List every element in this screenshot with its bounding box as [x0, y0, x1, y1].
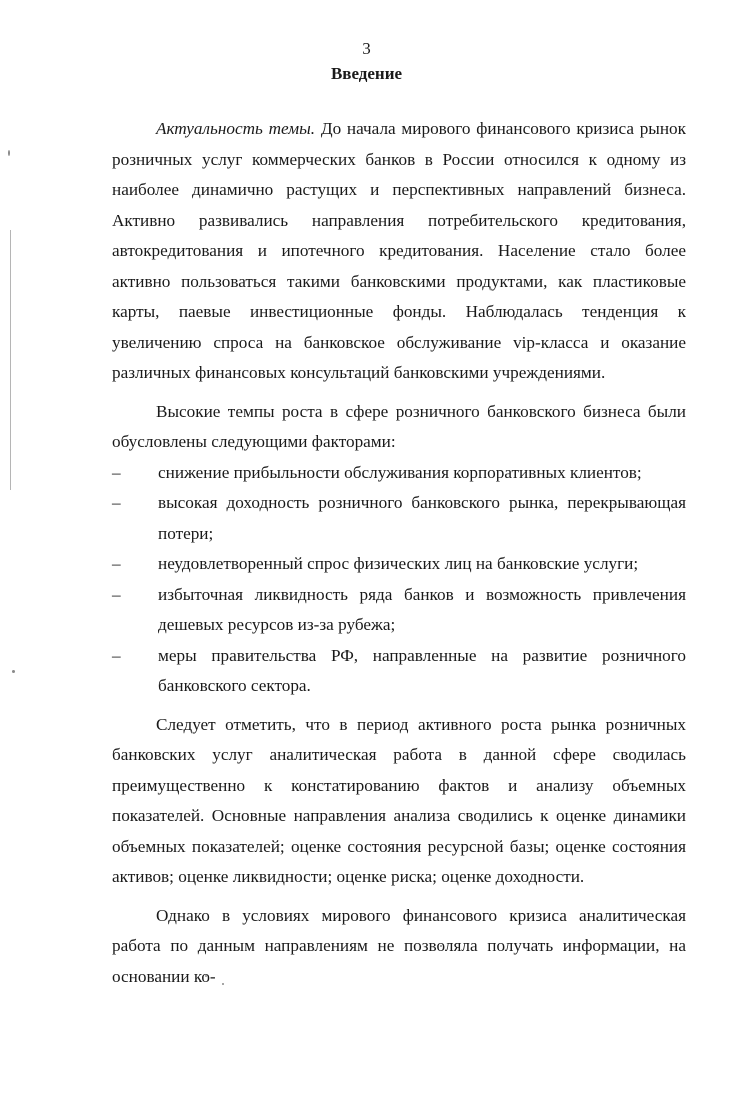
analysis-paragraph: Следует отметить, что в период активного роста рынка розничных банковских услуг аналитическая работа в данной сфере сводилась преимущественно к констатированию фактов и анализу объемных показателей. Основные направления анализа сводились к оценке динамики объемных показателей; оценке состояния ресурсной базы; оценке состояния активов; оценке ликвидности; оценке риска; оценке доходности. — [112, 714, 686, 886]
list-item — [112, 580, 686, 641]
bullet-dash: – — [112, 493, 121, 512]
bullet-dash: – — [112, 584, 121, 604]
section-heading: Введение — [330, 64, 403, 83]
list-item — [112, 458, 686, 489]
page-number: 3 — [362, 39, 371, 58]
bullet-dash: – — [112, 554, 121, 573]
list-item-text: снижение прибыльности обслуживания корпоративных клиентов; — [158, 462, 642, 482]
scan-edge-mark — [10, 230, 11, 490]
bullet-dash: – — [112, 645, 121, 665]
scan-speck — [8, 150, 10, 156]
scan-speck — [12, 670, 15, 673]
list-item-text: неудовлетворенный спрос физических лиц на банковские услуги; — [158, 554, 639, 573]
list-item-text: избыточная ликвидность ряда банков и возможность привлечения дешевых ресурсов из-за рубежа; — [158, 584, 686, 634]
list-item-text: меры правительства РФ, направленные на развитие розничного банковского сектора. — [158, 645, 686, 695]
body-text — [112, 114, 686, 992]
list-item — [112, 549, 686, 580]
intro-text: До начала мирового финансового кризиса рынок розничных услуг коммерческих банков в России относился к одному из наиболее динамично растущих и перспективных направлений бизнеса. Активно развивались направления потребительского кредитования, автокредитования и ипотечного кредитования. Население стало более активно пользоваться такими банковскими продуктами, как пластиковые карты, паевые инвестиционные фонды. Наблюдалась тенденция к увеличению спроса на банковское обслуживание vip-класса и оказание различных финансовых консультаций банковскими учреждениями. — [112, 119, 686, 382]
topic-relevance-lead: Актуальность темы. — [156, 119, 316, 138]
crisis-paragraph: Однако в условиях мирового финансового кризиса аналитическая работа по данным направлениям не позволяла получать информации, на основании ко- — [112, 905, 686, 986]
intro-paragraph — [112, 114, 686, 389]
list-item — [112, 488, 686, 549]
factors-list — [112, 458, 686, 702]
list-item — [112, 641, 686, 702]
factors-intro-paragraph: Высокие темпы роста в сфере розничного банковского бизнеса были обусловлены следующими факторами: — [112, 401, 686, 451]
list-item-text: высокая доходность розничного банковского рынка, перекрывающая потери; — [158, 493, 686, 543]
bullet-dash: – — [112, 462, 121, 482]
